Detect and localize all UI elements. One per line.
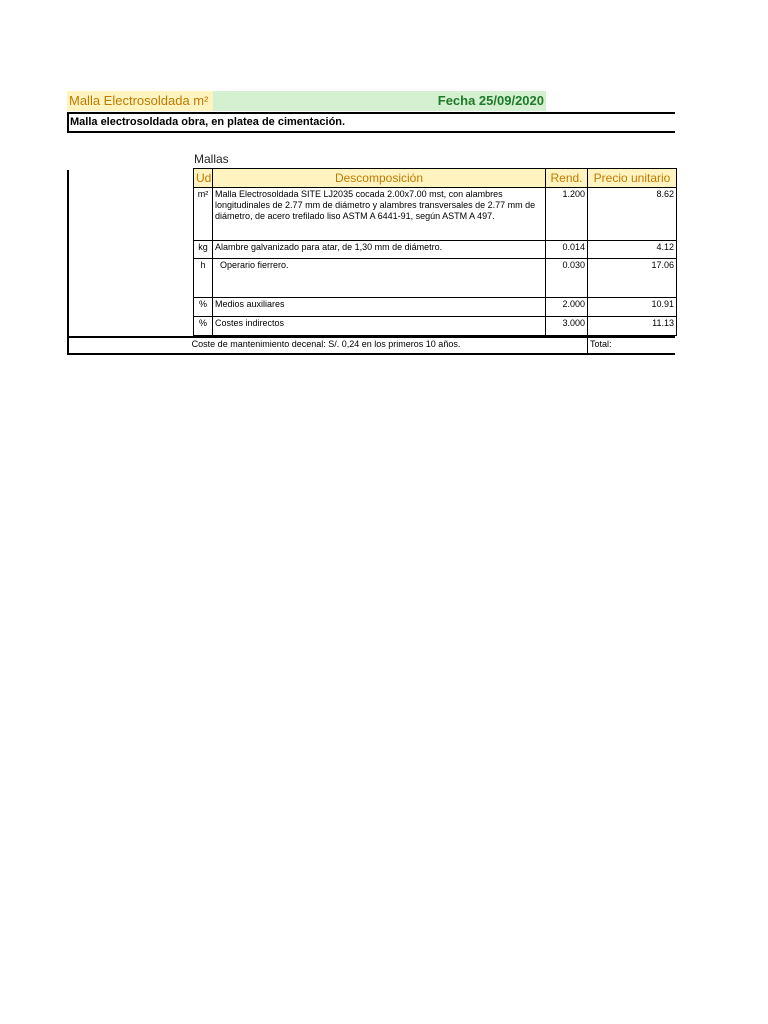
item-description: Malla electrosoldada obra, en platea de cimentación. bbox=[67, 112, 675, 133]
table-row bbox=[194, 298, 677, 317]
cell-desc: Medios auxiliares bbox=[213, 298, 546, 317]
cell-ud: kg bbox=[194, 241, 213, 259]
column-header-ud: Ud bbox=[194, 169, 213, 188]
cell-desc: Malla Electrosoldada SITE LJ2035 cocada 2.00x7.00 mst, con alambres longitudinales de 2.77 mm de diámetro y alambres transversales de 2.77 mm de diámetro, de acero trefilado liso ASTM A 6441-91, según ASTM A 497. bbox=[213, 188, 546, 241]
cell-ud: m² bbox=[194, 188, 213, 241]
cell-desc: Operario fierrero. bbox=[213, 259, 546, 298]
cell-precio: 10.91 bbox=[588, 298, 677, 317]
table-row bbox=[194, 241, 677, 259]
cell-rend: 3.000 bbox=[546, 317, 588, 336]
cell-rend: 1.200 bbox=[546, 188, 588, 241]
cell-precio: 17.06 bbox=[588, 259, 677, 298]
cell-rend: 0.014 bbox=[546, 241, 588, 259]
table-row bbox=[194, 188, 677, 241]
total-label: Total: bbox=[587, 338, 612, 353]
price-breakdown-table bbox=[193, 168, 677, 336]
cell-ud: % bbox=[194, 298, 213, 317]
cell-ud: h bbox=[194, 259, 213, 298]
column-header-precio: Precio unitario bbox=[588, 169, 677, 188]
column-header-descomposicion: Descomposición bbox=[213, 169, 546, 188]
cell-desc: Alambre galvanizado para atar, de 1,30 mm de diámetro. bbox=[213, 241, 546, 259]
left-border bbox=[67, 170, 69, 355]
document-title: Malla Electrosoldada m² bbox=[67, 91, 213, 111]
document-date: Fecha 25/09/2020 bbox=[213, 91, 546, 111]
cell-ud: % bbox=[194, 317, 213, 336]
section-label: Mallas bbox=[194, 152, 229, 166]
cell-precio: 11.13 bbox=[588, 317, 677, 336]
maintenance-note: Coste de mantenimiento decenal: S/. 0,24 en los primeros 10 años. bbox=[191, 339, 461, 349]
cell-precio: 4.12 bbox=[588, 241, 677, 259]
table-footer bbox=[67, 336, 675, 355]
table-row bbox=[194, 259, 677, 298]
cell-rend: 2.000 bbox=[546, 298, 588, 317]
table-header-row bbox=[194, 169, 677, 188]
cell-precio: 8.62 bbox=[588, 188, 677, 241]
column-header-rend: Rend. bbox=[546, 169, 588, 188]
cell-rend: 0.030 bbox=[546, 259, 588, 298]
table-row bbox=[194, 317, 677, 336]
cell-desc: Costes indirectos bbox=[213, 317, 546, 336]
